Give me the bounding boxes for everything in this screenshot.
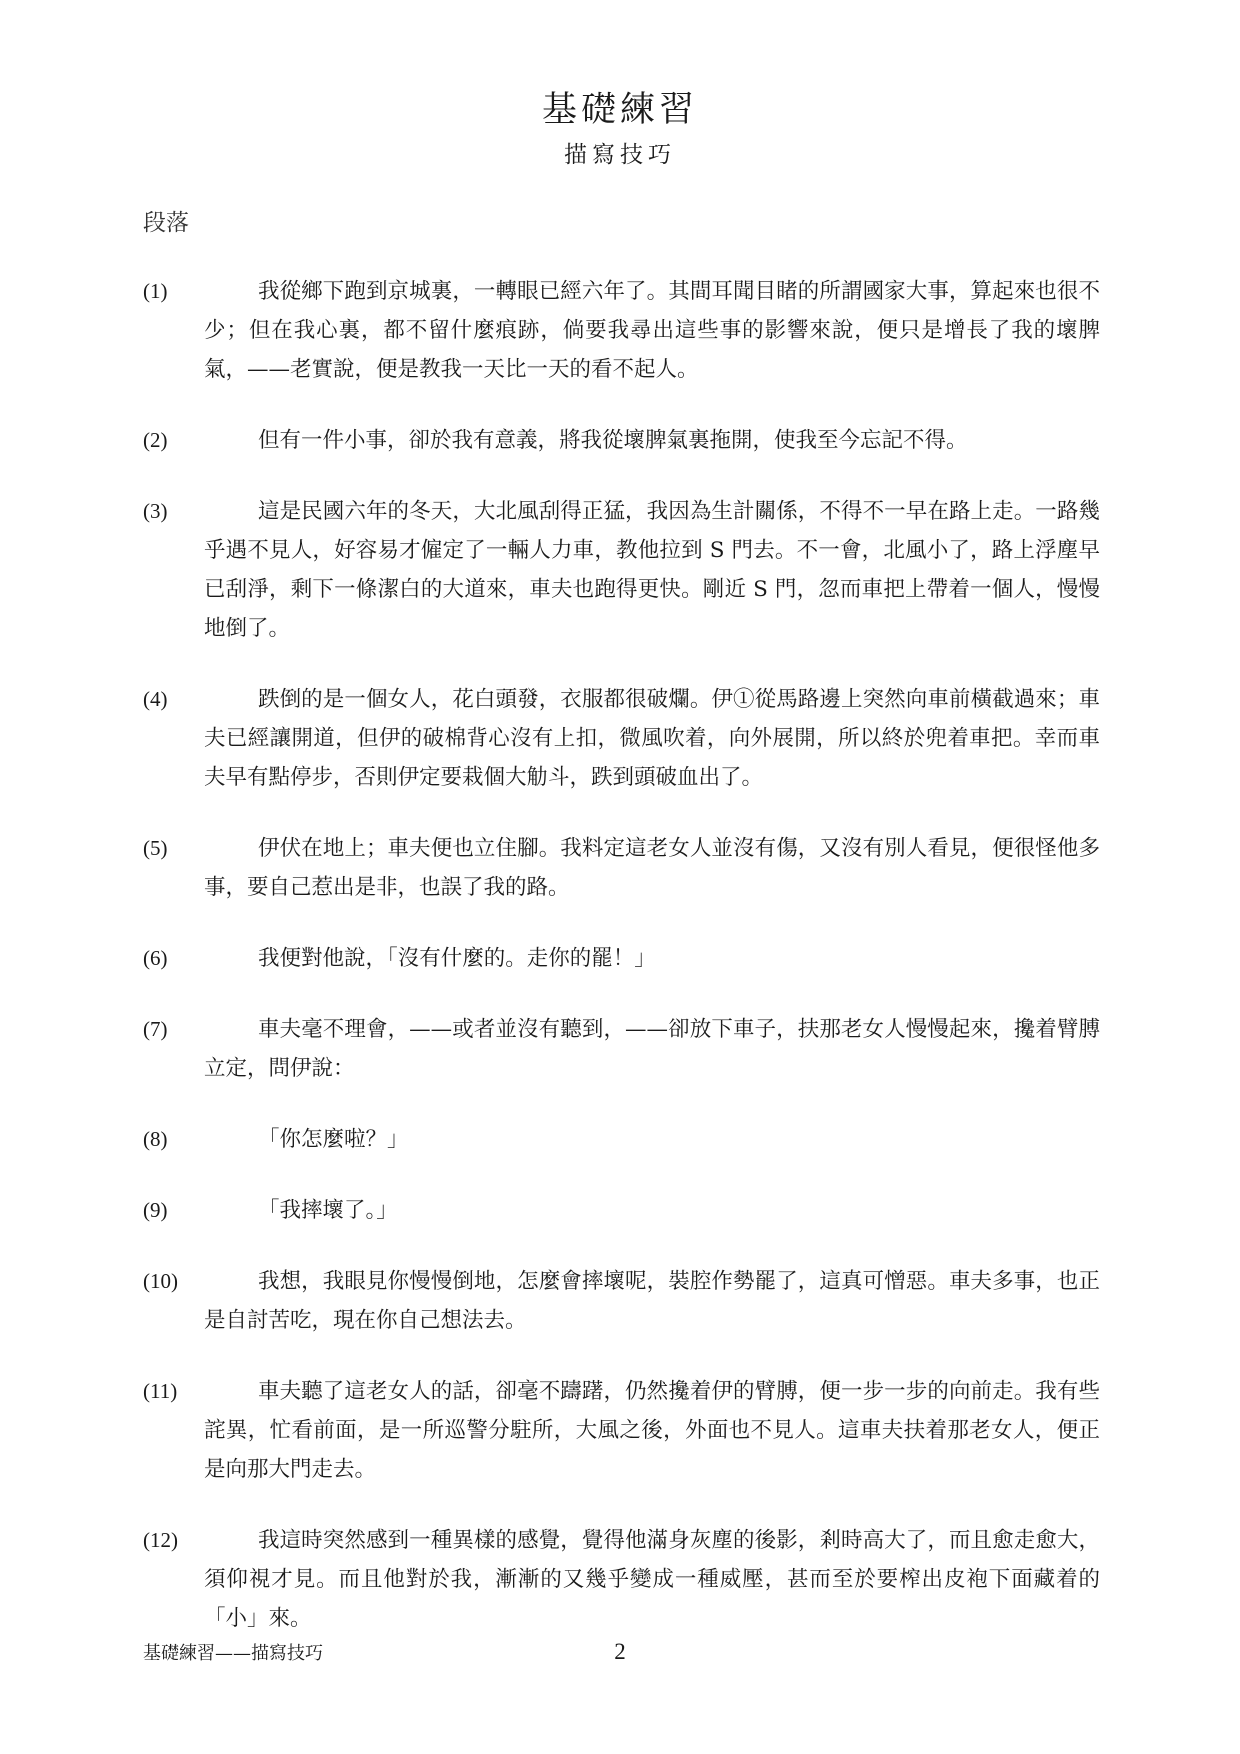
paragraph-text: 但有一件小事，卻於我有意義，將我從壞脾氣裏拖開，使我至今忘記不得。 [258,428,968,453]
paragraph-number: (9) [143,1198,168,1222]
footer-title: 基礎練習——描寫技巧 [143,1643,323,1664]
paragraph-text: 「你怎麼啦？」 [258,1127,409,1152]
paragraph [143,1372,1100,1489]
paragraph-text: 這是民國六年的冬天，大北風刮得正猛，我因為生計關係，不得不一早在路上走。一路幾乎遇不見人，好容易才僱定了一輛人力車，教他拉到 S 門去。不一會，北風小了，路上浮塵早已刮淨，剩下一條潔白的大道來，車夫也跑得更快。剛近 S 門，忽而車把上帶着一個人，慢慢地倒了。 [204,499,1100,641]
paragraph-text: 我從鄉下跑到京城裏，一轉眼已經六年了。其間耳聞目睹的所謂國家大事，算起來也很不少；但在我心裏，都不留什麼痕跡，倘要我尋出這些事的影響來說，便只是增長了我的壞脾氣，——老實說，便是教我一天比一天的看不起人。 [204,279,1100,382]
paragraph [143,1010,1100,1088]
paragraph [143,272,1100,389]
paragraph [143,492,1100,648]
paragraph [143,680,1100,797]
page-subtitle: 描寫技巧 [564,142,676,168]
paragraph [143,421,1100,460]
paragraph-text: 車夫聽了這老女人的話，卻毫不躊躇，仍然攙着伊的臂膊，便一步一步的向前走。我有些詫異，忙看前面，是一所巡警分駐所，大風之後，外面也不見人。這車夫扶着那老女人，便正是向那大門走去。 [204,1379,1100,1482]
paragraph-list [143,272,1100,1670]
paragraph-number: (3) [143,499,168,523]
paragraph-number: (12) [143,1528,178,1552]
page-title: 基礎練習 [541,90,698,130]
paragraph-number: (6) [143,946,168,970]
paragraph-text: 我這時突然感到一種異樣的感覺，覺得他滿身灰塵的後影，剎時高大了，而且愈走愈大，須仰視才見。而且他對於我，漸漸的又幾乎變成一種威壓，甚而至於要榨出皮袍下面藏着的「小」來。 [204,1528,1100,1631]
paragraph-text: 「我摔壞了。」 [258,1198,398,1223]
paragraph-text: 我便對他說，「沒有什麼的。走你的罷！」 [258,946,656,971]
paragraph-number: (11) [143,1379,178,1403]
page-number: 2 [614,1639,626,1664]
paragraph-text: 伊伏在地上；車夫便也立住腳。我料定這老女人並沒有傷，又沒有別人看見，便很怪他多事，要自己惹出是非，也誤了我的路。 [204,836,1100,900]
paragraph-text: 車夫毫不理會，——或者並沒有聽到，——卻放下車子，扶那老女人慢慢起來，攙着臂膊立定，問伊說： [204,1017,1100,1081]
paragraph-number: (5) [143,836,168,860]
paragraph [143,1120,1100,1159]
paragraph [143,1191,1100,1230]
paragraph-number: (10) [143,1269,178,1293]
paragraph [143,1521,1100,1638]
paragraph [143,939,1100,978]
paragraph-number: (7) [143,1017,168,1041]
paragraph [143,1262,1100,1340]
paragraph-number: (2) [143,428,168,452]
paragraph-text: 我想，我眼見你慢慢倒地，怎麼會摔壞呢，裝腔作勢罷了，這真可憎惡。車夫多事，也正是自討苦吃，現在你自己想法去。 [204,1269,1100,1333]
paragraph-text: 跌倒的是一個女人，花白頭發，衣服都很破爛。伊①從馬路邊上突然向車前橫截過來；車夫已經讓開道，但伊的破棉背心沒有上扣，微風吹着，向外展開，所以終於兜着車把。幸而車夫早有點停步，否則伊定要栽個大觔斗，跌到頭破血出了。 [204,687,1100,790]
paragraph-number: (4) [143,687,168,711]
paragraph-number: (8) [143,1127,168,1151]
paragraph-number: (1) [143,279,168,303]
paragraph [143,829,1100,907]
section-label: 段落 [143,210,189,236]
